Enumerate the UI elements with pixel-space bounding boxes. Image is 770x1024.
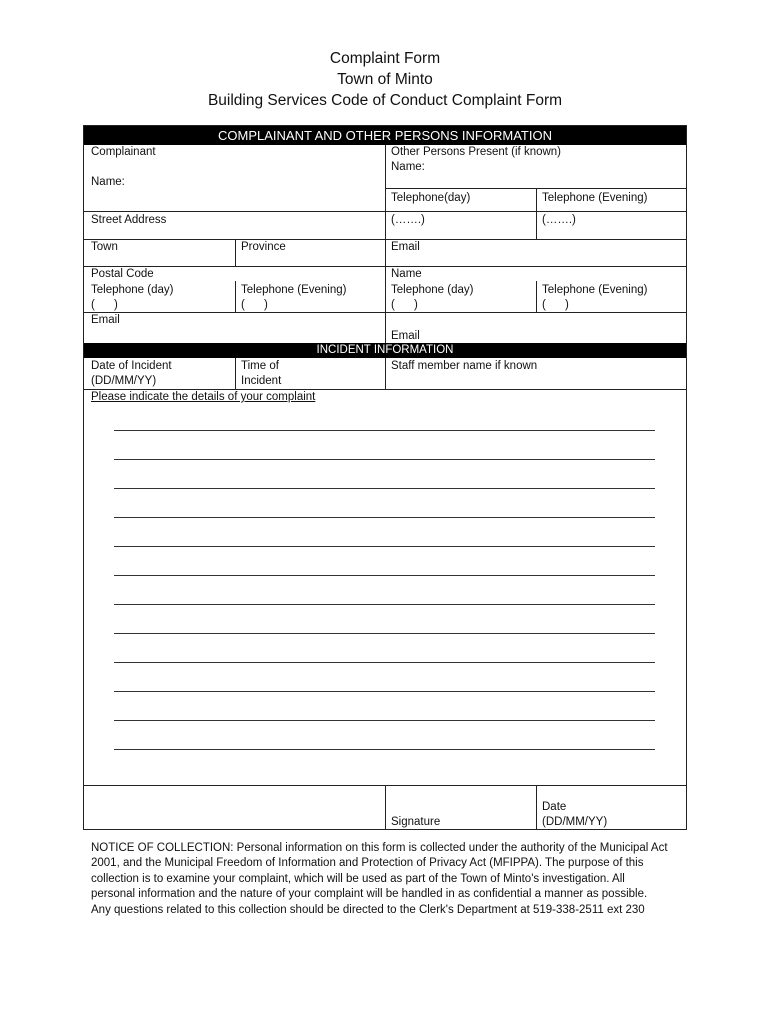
writing-line[interactable] — [114, 633, 655, 634]
complaint-details-label: Please indicate the details of your complaint — [91, 391, 316, 403]
notice-line: NOTICE OF COLLECTION: Personal information on this form is collected under the authority of the Municipal Act — [91, 842, 668, 854]
notice-line: personal information and the nature of your complaint will be handled in as confidential a manner as possible. — [91, 888, 648, 901]
notice-line: collection is to examine your complaint, which will be used as part of the Town of Minto's investigation. All — [91, 872, 625, 885]
other-person-name-field[interactable]: Name: — [391, 161, 425, 173]
incident-date-label: Date of Incident — [91, 360, 172, 372]
other-tel-evening-field[interactable]: Telephone (Evening) — [542, 192, 648, 204]
incident-time-label-2: Incident — [241, 375, 282, 387]
section-header-complainant: COMPLAINANT AND OTHER PERSONS INFORMATION — [84, 126, 686, 145]
other-tel-day-areacode[interactable]: (…….) — [391, 214, 425, 226]
notice-of-collection — [91, 841, 687, 918]
section-header-incident: INCIDENT INFORMATION — [84, 343, 686, 358]
signature-date-label: Date — [542, 801, 567, 813]
second-person-tel-evening-field[interactable]: Telephone (Evening) — [542, 284, 648, 296]
second-person-email-field[interactable]: Email — [391, 330, 420, 342]
other-tel-evening-areacode[interactable]: (…….) — [542, 214, 576, 226]
other-persons-label: Other Persons Present (if known) — [391, 146, 562, 158]
incident-date-format: (DD/MM/YY) — [91, 375, 157, 387]
signature-label: Signature — [391, 816, 441, 828]
other-tel-day-field[interactable]: Telephone(day) — [391, 192, 471, 204]
writing-line[interactable] — [114, 575, 655, 576]
writing-line[interactable] — [114, 662, 655, 663]
complainant-email-field[interactable]: Email — [91, 314, 120, 326]
writing-line[interactable] — [114, 459, 655, 460]
signature-date-format: (DD/MM/YY) — [542, 816, 608, 828]
complainant-tel-day-field[interactable]: Telephone (day) — [91, 284, 174, 296]
complainant-name-field[interactable]: Name: — [91, 176, 125, 188]
street-address-field[interactable]: Street Address — [91, 214, 167, 226]
complainant-tel-evening-field[interactable]: Telephone (Evening) — [241, 284, 347, 296]
second-person-tel-day-areacode[interactable]: ( ) — [391, 299, 418, 311]
complainant-label: Complainant — [91, 146, 156, 158]
notice-line: 2001, and the Municipal Freedom of Information and Protection of Privacy Act (MFIPPA). The purpose of this — [91, 857, 644, 870]
writing-line[interactable] — [114, 517, 655, 518]
form-title: Complaint Form — [329, 50, 441, 67]
second-person-name-field[interactable]: Name — [391, 268, 422, 280]
complainant-tel-evening-areacode[interactable]: ( ) — [241, 299, 268, 311]
postal-code-field[interactable]: Postal Code — [91, 268, 154, 280]
signature-box[interactable] — [84, 786, 384, 828]
form-header — [0, 48, 770, 111]
complaint-form-table — [83, 125, 687, 830]
writing-line[interactable] — [114, 546, 655, 547]
town-field[interactable]: Town — [91, 241, 118, 253]
municipality-name: Town of Minto — [337, 71, 433, 88]
writing-line[interactable] — [114, 604, 655, 605]
staff-member-field[interactable]: Staff member name if known — [391, 360, 538, 372]
notice-line: Any questions related to this collection should be directed to the Clerk's Department at 519-338-2511 ext 230 — [91, 903, 645, 916]
form-subtitle: Building Services Code of Conduct Complaint Form — [207, 92, 563, 109]
incident-time-label: Time of — [241, 360, 279, 372]
writing-line[interactable] — [114, 488, 655, 489]
province-field[interactable]: Province — [241, 241, 286, 253]
writing-line[interactable] — [114, 691, 655, 692]
writing-line[interactable] — [114, 720, 655, 721]
writing-line[interactable] — [114, 749, 655, 750]
complainant-tel-day-areacode[interactable]: ( ) — [91, 299, 118, 311]
writing-line[interactable] — [114, 430, 655, 431]
second-person-tel-day-field[interactable]: Telephone (day) — [391, 284, 474, 296]
second-person-tel-evening-areacode[interactable]: ( ) — [542, 299, 569, 311]
other-email-field[interactable]: Email — [391, 241, 420, 253]
